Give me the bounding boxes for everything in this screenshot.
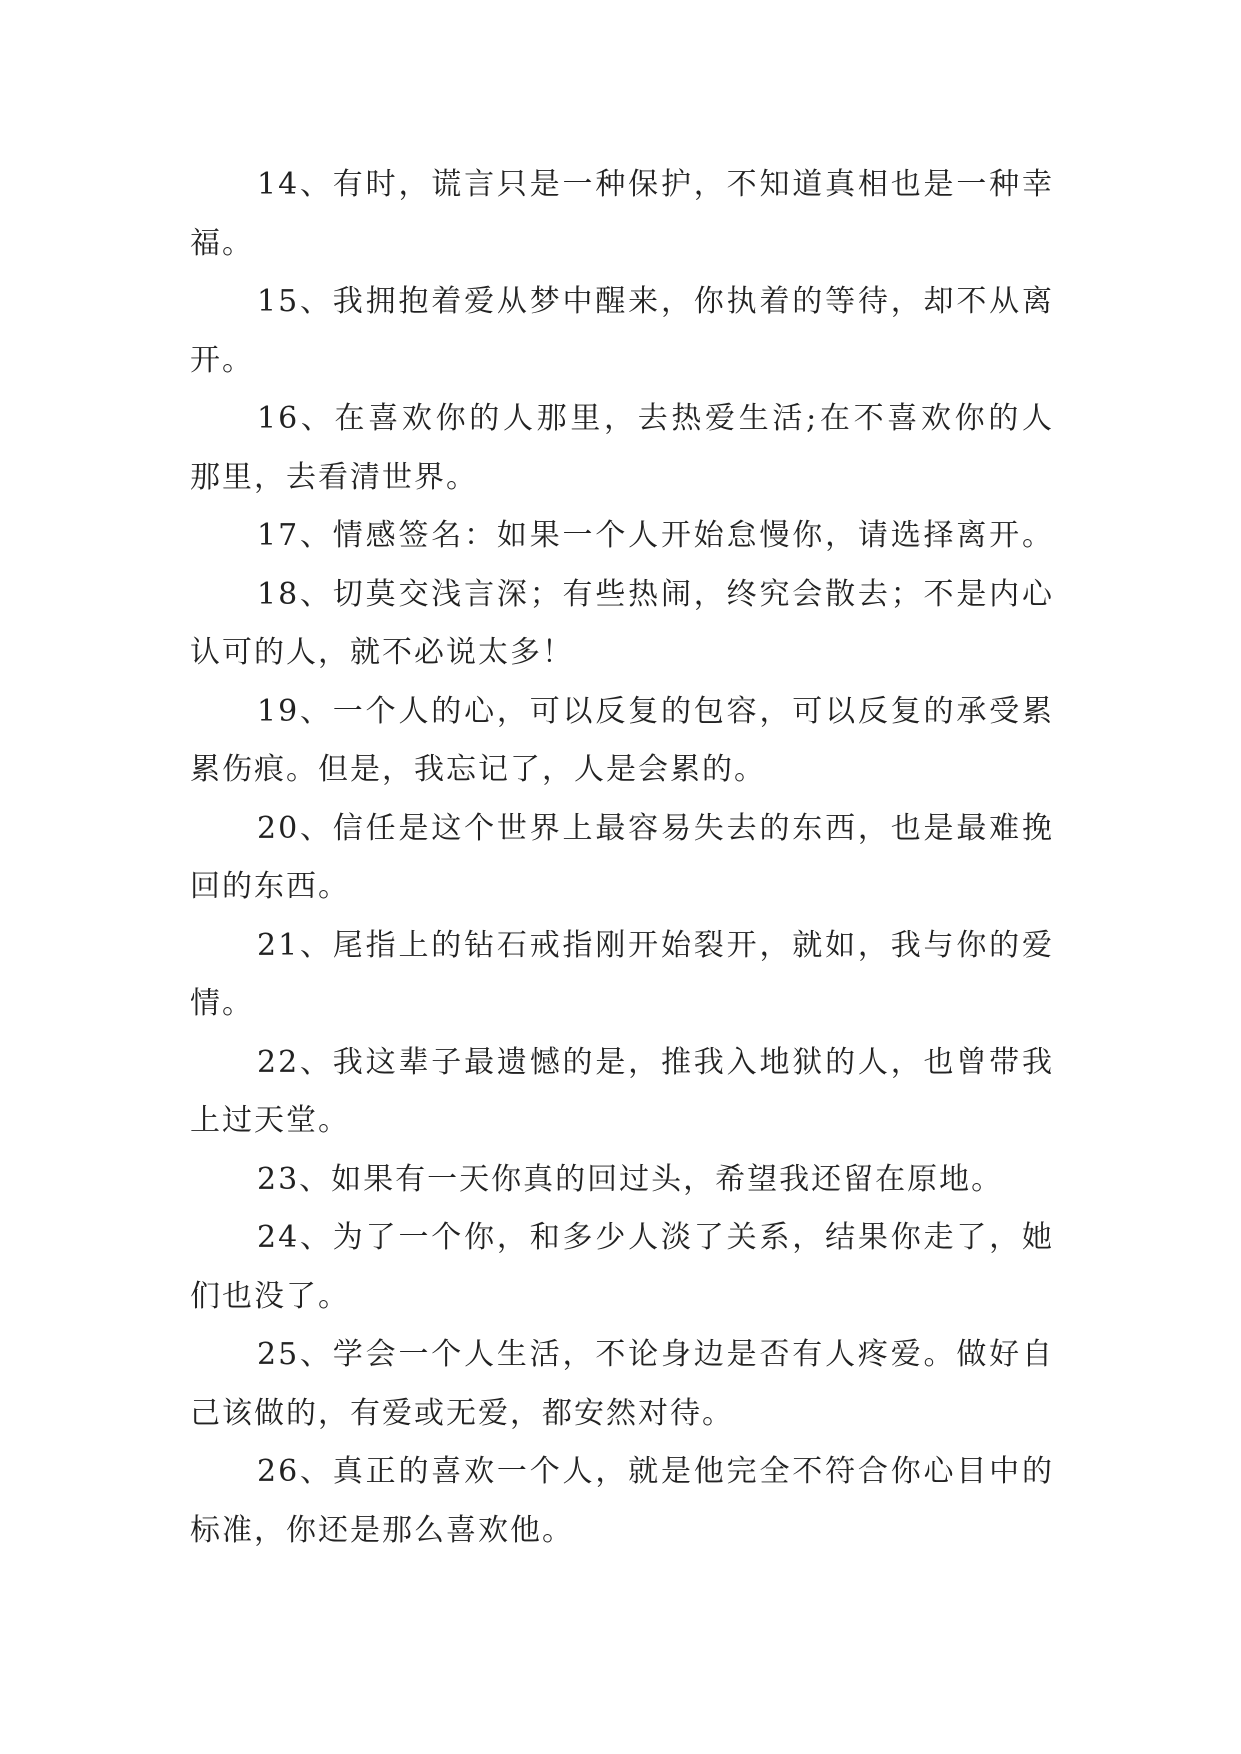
quote-item: [190, 507, 1054, 566]
paragraph-line: 24、为了一个你，和多少人淡了关系，结果你走了，她: [257, 1220, 1054, 1255]
paragraph-line: 情。: [190, 986, 254, 1021]
paragraph-line: 26、真正的喜欢一个人，就是他完全不符合你心目中的: [257, 1454, 1054, 1489]
quote-item: [190, 1209, 1054, 1326]
quote-item: [190, 1151, 1054, 1210]
paragraph-line: 21、尾指上的钻石戒指刚开始裂开，就如，我与你的爱: [257, 927, 1054, 963]
quote-item: [190, 566, 1054, 683]
paragraph-line: 18、切莫交浅言深；有些热闹，终究会散去；不是内心: [257, 576, 1054, 612]
paragraph-line: 17、情感签名：如果一个人开始怠慢你，请选择离开。: [257, 518, 1054, 553]
paragraph-line: 20、信任是这个世界上最容易失去的东西，也是最难挽: [257, 810, 1054, 846]
document-body: [190, 156, 1054, 1560]
paragraph-line: 回的东西。: [190, 869, 350, 904]
paragraph-line: 标准，你还是那么喜欢他。: [190, 1512, 574, 1548]
quote-item: [190, 1443, 1054, 1560]
quote-item: [190, 917, 1054, 1034]
quote-item: [190, 683, 1054, 800]
quote-item: [190, 1034, 1054, 1151]
paragraph-line: 15、我拥抱着爱从梦中醒来，你执着的等待，却不从离: [257, 284, 1054, 319]
paragraph-line: 己该做的，有爱或无爱，都安然对待。: [190, 1395, 734, 1431]
quote-item: [190, 156, 1054, 273]
quote-item: [190, 390, 1054, 507]
paragraph-line: 19、一个人的心，可以反复的包容，可以反复的承受累: [257, 693, 1054, 729]
paragraph-line: 福。: [190, 225, 254, 261]
paragraph-line: 开。: [190, 342, 254, 378]
paragraph-line: 22、我这辈子最遗憾的是，推我入地狱的人，也曾带我: [257, 1044, 1054, 1080]
paragraph-line: 25、学会一个人生活，不论身边是否有人疼爱。做好自: [257, 1337, 1054, 1372]
paragraph-line: 那里，去看清世界。: [190, 459, 478, 495]
paragraph-line: 23、如果有一天你真的回过头，希望我还留在原地。: [257, 1161, 1004, 1197]
paragraph-line: 们也没了。: [190, 1278, 350, 1314]
paragraph-line: 16、在喜欢你的人那里，去热爱生活;在不喜欢你的人: [257, 401, 1054, 436]
paragraph-line: 认可的人，就不必说太多！: [190, 635, 574, 670]
quote-item: [190, 1326, 1054, 1443]
quote-item: [190, 800, 1054, 917]
quote-item: [190, 273, 1054, 390]
paragraph-line: 上过天堂。: [190, 1103, 350, 1138]
paragraph-line: 累伤痕。但是，我忘记了，人是会累的。: [190, 752, 766, 787]
paragraph-line: 14、有时，谎言只是一种保护，不知道真相也是一种幸: [257, 167, 1054, 202]
